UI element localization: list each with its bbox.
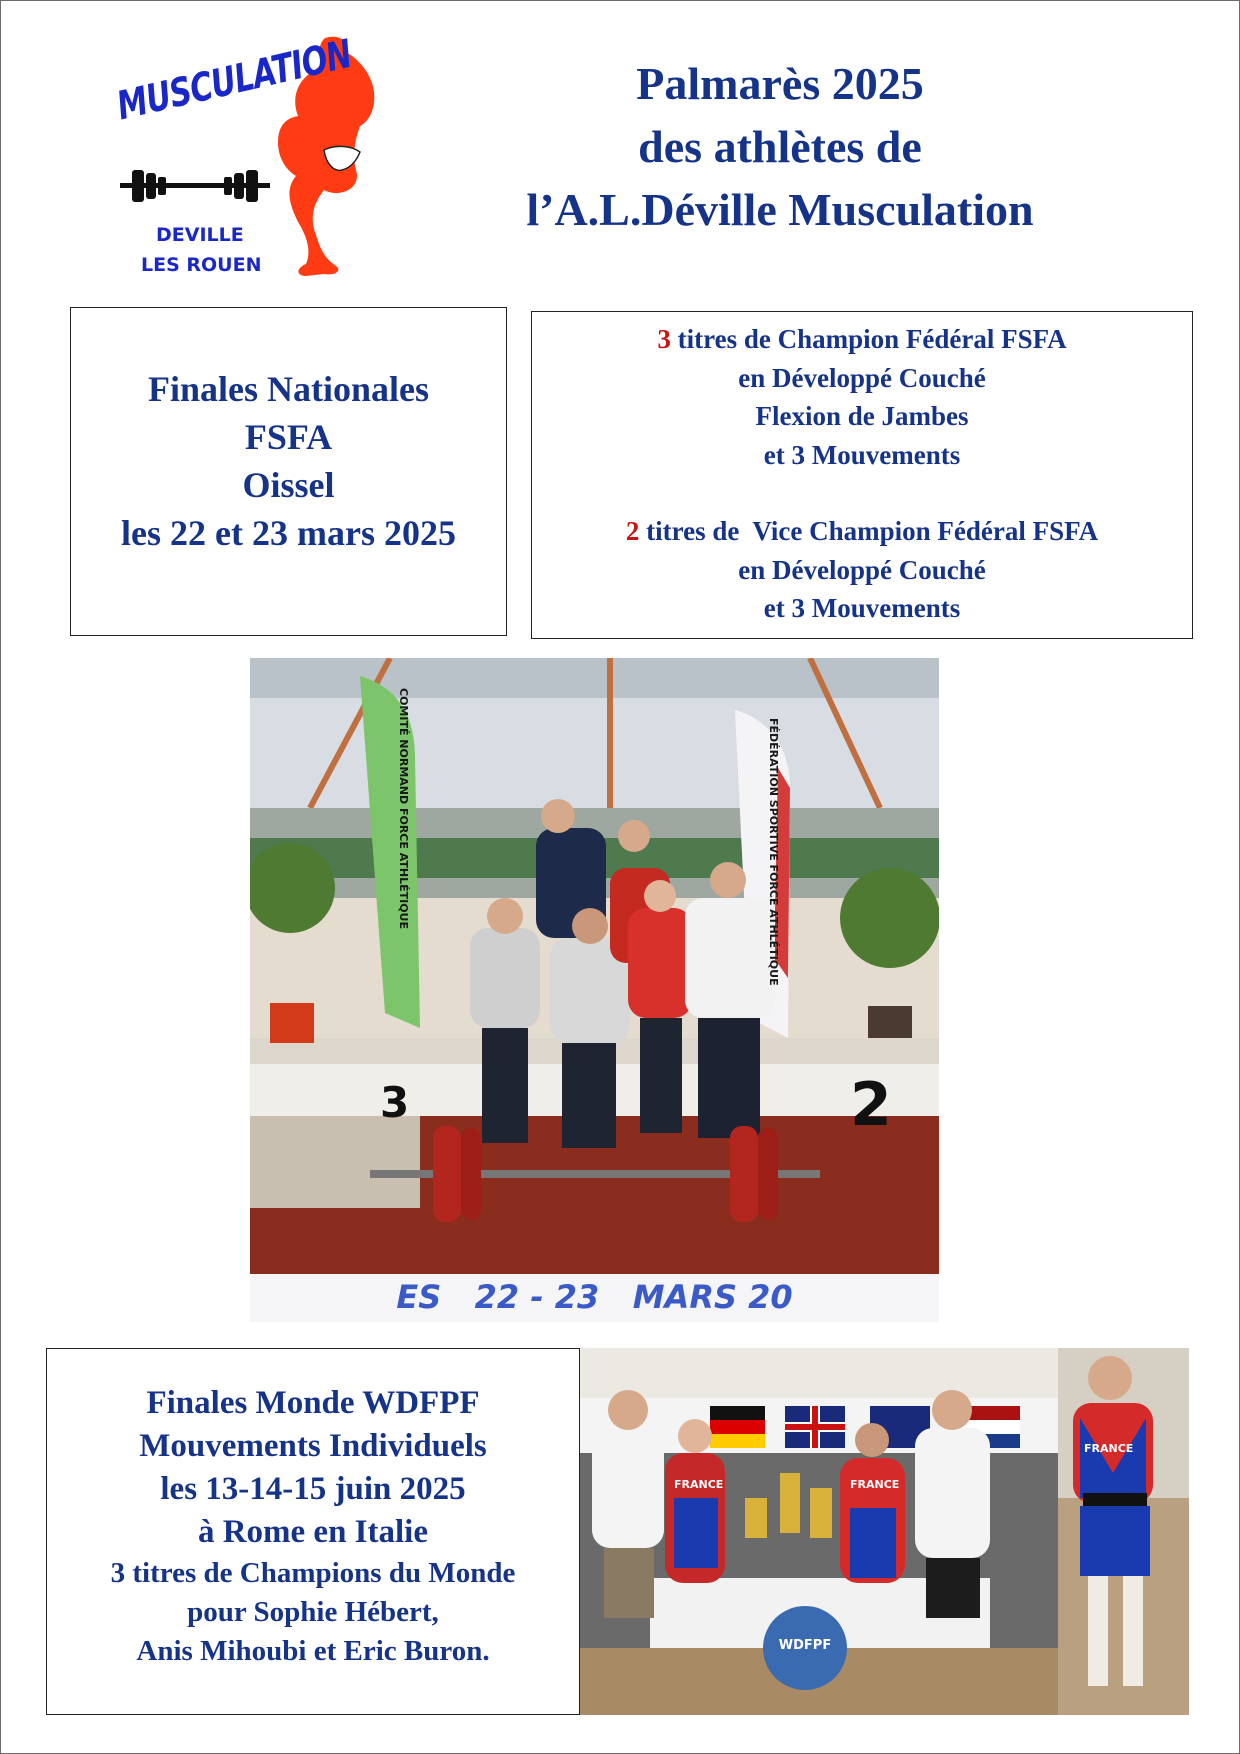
logo-city-line2: LES ROUEN <box>141 254 262 276</box>
athlete-portrait-illustration <box>1058 1348 1189 1715</box>
monde-line-2: Mouvements Individuels <box>139 1428 487 1464</box>
nationales-line-1: Finales Nationales <box>147 369 429 409</box>
banner-left-text: COMITÉ NORMAND FORCE ATHLÉTIQUE <box>397 688 410 930</box>
finales-monde-box <box>46 1348 580 1715</box>
logo-city-line1: DEVILLE <box>156 224 244 246</box>
floor-banner-text: ES 22 - 23 MARS 20 <box>396 1278 793 1316</box>
banner-right-text: FÉDÉRATION SPORTIVE FORCE ATHLÉTIQUE <box>767 718 780 986</box>
team-podium-illustration <box>250 658 939 1322</box>
national-finals-photo <box>250 658 939 1322</box>
monde-line-5: 3 titres de Champions du Monde <box>110 1557 516 1589</box>
nationales-line-2: FSFA <box>244 417 333 457</box>
page-title <box>450 52 1110 241</box>
nationales-line-3: Oissel <box>242 465 335 505</box>
jersey-label-right: FRANCE <box>850 1478 900 1491</box>
champion-line-2: en Développé Couché <box>738 362 986 393</box>
vice-line-3: et 3 Mouvements <box>763 593 961 623</box>
monde-line-4: à Rome en Italie <box>197 1514 429 1550</box>
podium-number-2: 2 <box>850 1070 892 1140</box>
champion-line-3: Flexion de Jambes <box>755 401 969 431</box>
vice-line-1 <box>532 512 1192 551</box>
titres-box <box>531 311 1193 639</box>
title-line-1: Palmarès 2025 <box>636 58 924 109</box>
champion-line-1 <box>532 320 1192 359</box>
vice-count: 2 <box>625 516 640 546</box>
jersey-label-left: FRANCE <box>674 1478 724 1491</box>
finales-nationales-box <box>70 307 507 636</box>
vice-line-1-text: titres de Vice Champion Fédéral FSFA <box>639 516 1099 546</box>
club-logo <box>110 30 400 290</box>
monde-line-1: Finales Monde WDFPF <box>146 1385 480 1421</box>
nationales-line-4: les 22 et 23 mars 2025 <box>121 513 456 553</box>
champion-count: 3 <box>657 324 671 354</box>
wdfpf-emblem-text: WDFPF <box>778 1638 832 1653</box>
athlete-portrait-photo <box>1058 1348 1189 1715</box>
world-finals-photo <box>580 1348 1058 1715</box>
monde-line-7: Anis Mihoubi et Eric Buron. <box>136 1635 490 1667</box>
champion-line-1-text: titres de Champion Fédéral FSFA <box>670 324 1067 354</box>
portrait-jersey-label: FRANCE <box>1084 1442 1134 1455</box>
logo-wordmark: MUSCULATION <box>112 31 356 130</box>
champion-line-4: et 3 Mouvements <box>763 439 961 470</box>
vice-line-2: en Développé Couché <box>738 554 986 585</box>
monde-line-6: pour Sophie Hébert, <box>187 1596 439 1628</box>
title-line-2: des athlètes de <box>638 121 922 172</box>
monde-line-3: les 13-14-15 juin 2025 <box>160 1471 466 1507</box>
world-team-illustration <box>580 1348 1058 1715</box>
podium-number-3: 3 <box>380 1078 410 1127</box>
title-line-3: l’A.L.Déville Musculation <box>526 184 1034 235</box>
